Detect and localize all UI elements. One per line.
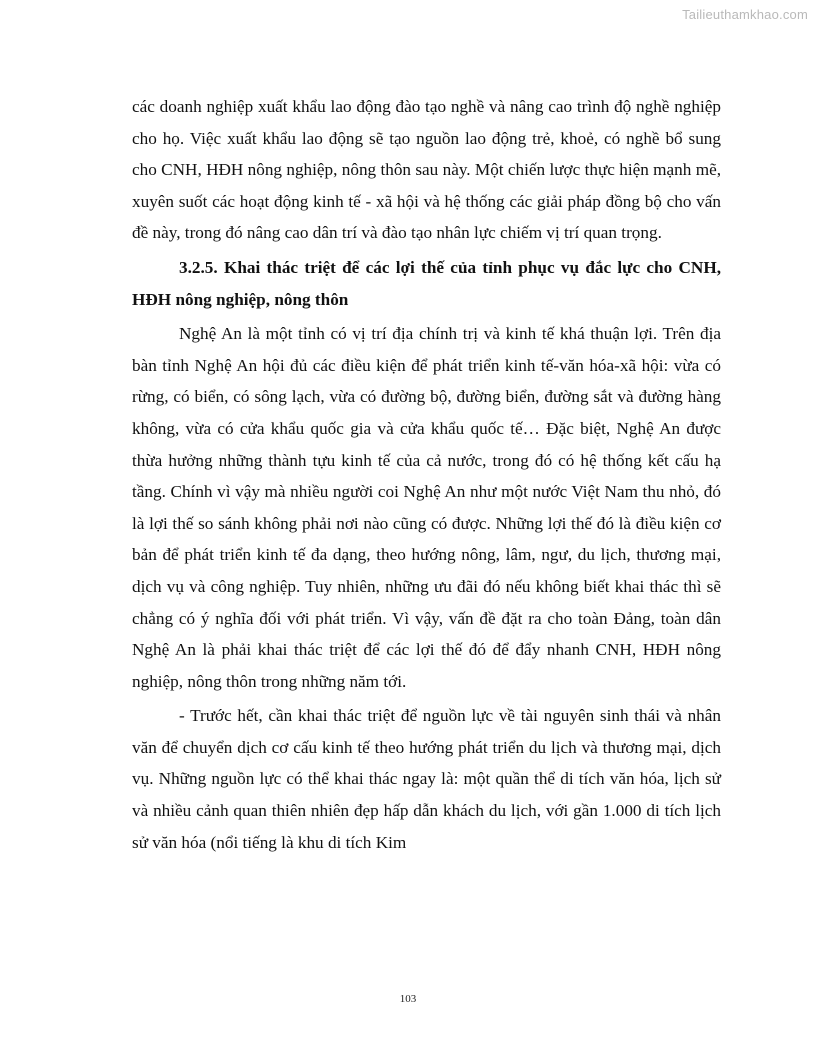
- document-body: [132, 91, 721, 861]
- paragraph-resources: - Trước hết, cần khai thác triệt để nguồn lực về tài nguyên sinh thái và nhân văn để chuyển dịch cơ cấu kinh tế theo hướng phát triển du lịch và thương mại, dịch vụ. Những nguồn lực có thể khai thác ngay là: một quần thể di tích văn hóa, lịch sử và nhiều cảnh quan thiên nhiên đẹp hấp dẫn khách du lịch, với gần 1.000 di tích lịch sử văn hóa (nổi tiếng là khu di tích Kim: [132, 706, 721, 852]
- section-heading: 3.2.5. Khai thác triệt để các lợi thế của tỉnh phục vụ đắc lực cho CNH, HĐH nông nghiệp, nông thôn: [132, 257, 721, 309]
- paragraph-nghe-an-advantages: Nghệ An là một tỉnh có vị trí địa chính trị và kinh tế khá thuận lợi. Trên địa bàn tỉnh Nghệ An hội đủ các điều kiện để phát triển kinh tế-văn hóa-xã hội: vừa có rừng, có biển, có sông lạch, vừa có đường bộ, đường biển, đường sắt và đường hàng không, vừa có cửa khẩu quốc gia và cửa khẩu quốc tế… Đặc biệt, Nghệ An được thừa hưởng những thành tựu kinh tế của cả nước, trong đó có hệ thống kết cấu hạ tầng. Chính vì vậy mà nhiều người coi Nghệ An như một nước Việt Nam thu nhỏ, đó là lợi thế so sánh không phải nơi nào cũng có được. Những lợi thế đó là điều kiện cơ bản để phát triển kinh tế đa dạng, theo hướng nông, lâm, ngư, du lịch, thương mại, dịch vụ và công nghiệp. Tuy nhiên, những ưu đãi đó nếu không biết khai thác thì sẽ chẳng có ý nghĩa đối với phát triển. Vì vậy, vấn đề đặt ra cho toàn Đảng, toàn dân Nghệ An là phải khai thác triệt để các lợi thế đó để đẩy nhanh CNH, HĐH nông nghiệp, nông thôn trong những năm tới.: [132, 324, 721, 691]
- paragraph-continued: các doanh nghiệp xuất khẩu lao động đào tạo nghề và nâng cao trình độ nghề nghiệp cho họ. Việc xuất khẩu lao động sẽ tạo nguồn lao động trẻ, khoẻ, có nghề bổ sung cho CNH, HĐH nông nghiệp, nông thôn sau này. Một chiến lược thực hiện mạnh mẽ, xuyên suốt các hoạt động kinh tế - xã hội và hệ thống các giải pháp đồng bộ cho vấn đề này, trong đó nâng cao dân trí và đào tạo nhân lực chiếm vị trí quan trọng.: [132, 97, 721, 243]
- watermark: Tailieuthamkhao.com: [682, 7, 808, 22]
- page-number: 103: [399, 993, 417, 1005]
